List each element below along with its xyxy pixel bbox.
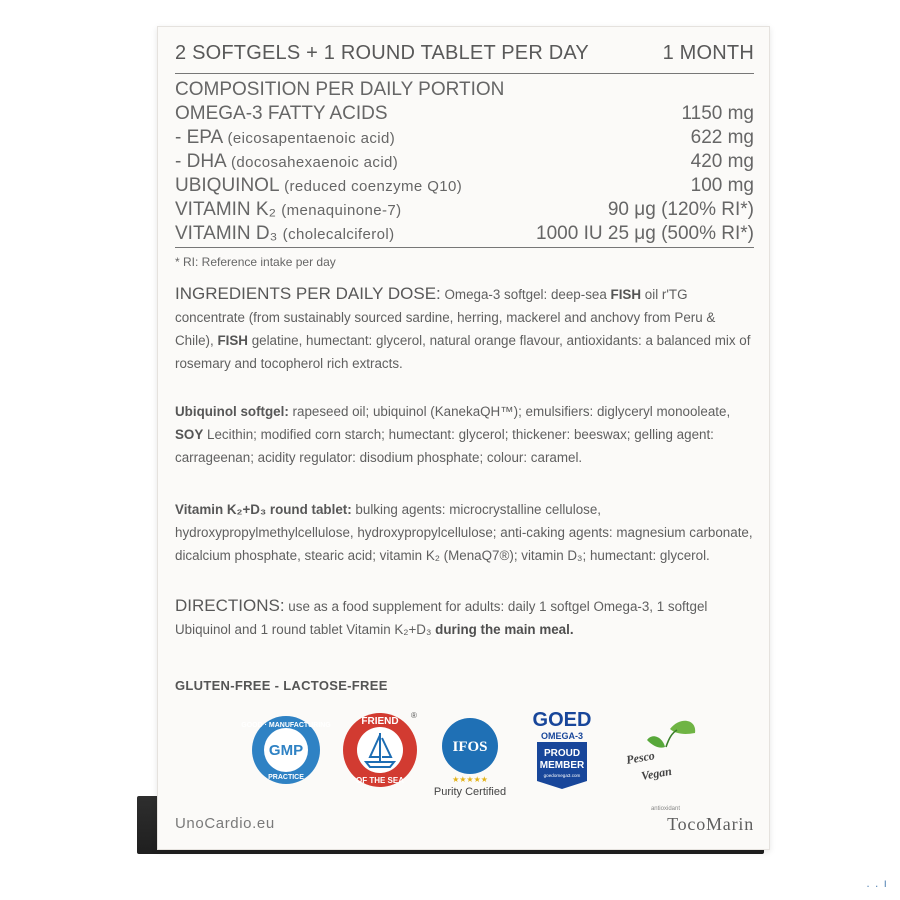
gmp-ring-top-text: GOOD · MANUFACTURING: [241, 722, 331, 729]
directions-emphasis: during the main meal.: [435, 622, 574, 637]
gmp-center-text: GMP: [268, 742, 304, 759]
directions-heading: DIRECTIONS:: [175, 596, 285, 615]
omega-intro: Omega-3 softgel: deep-sea: [444, 287, 607, 302]
nutrient-value: 622 mg: [690, 127, 754, 148]
gmp-logo: [241, 713, 331, 787]
nutrient-qualifier: (reduced coenzyme Q10): [284, 178, 463, 195]
nutrient-qualifier: (menaquinone-7): [281, 202, 402, 219]
ubiquinol-paragraph: [175, 400, 756, 469]
goed-mark: GOED: [532, 709, 592, 731]
ubiquinol-heading: Ubiquinol softgel:: [175, 404, 289, 419]
fos-bottom-text: OF THE SEA: [355, 776, 405, 785]
ifos-caption: Purity Certified: [433, 786, 507, 798]
nutrient-name: OMEGA-3 FATTY ACIDS: [175, 103, 388, 124]
reference-intake-note: * RI: Reference intake per day: [175, 255, 336, 269]
directions-text: use as a food supplement for adults: daily 1 softgel Omega-3, 1 softgel Ubiquinol and 1 round tablet Vitamin K₂+D₃: [175, 599, 708, 637]
nutrient-qualifier: (docosahexaenoic acid): [230, 154, 399, 171]
vitamin-text: bulking agents: microcrystalline cellulose, hydroxypropylmethylcellulose, hydroxypropylcellulose; anti-caking agents: magnesium carbonate, dicalcium phosphate, stearic acid; vitamin K₂ (MenaQ7®); vitamin D₃; humectant: glycerol.: [175, 502, 753, 563]
nutrient-value: 100 mg: [690, 175, 754, 196]
header-divider: [175, 73, 754, 74]
nutrient-name: - EPA: [175, 127, 223, 148]
dosage-header: [175, 42, 754, 65]
composition-row: [175, 198, 754, 222]
goed-logo: [531, 709, 593, 791]
gmp-ring-bottom-text: PRACTICE: [268, 774, 304, 781]
omega-text: oil r'TG concentrate (from sustainably sourced sardine, herring, mackerel and anchovy from Peru & Chile),: [175, 287, 716, 348]
stem-icon: [666, 730, 677, 747]
product-label: [157, 26, 770, 850]
allergen-soy: SOY: [175, 427, 204, 442]
vitamin-heading: Vitamin K₂+D₃ round tablet:: [175, 502, 352, 517]
nutrient-name: VITAMIN D₃: [175, 223, 278, 244]
goed-line-1: OMEGA-3: [540, 731, 584, 741]
directions-paragraph: [175, 594, 756, 641]
pesco-vegan-logo: [615, 716, 701, 790]
supply-duration: 1 MONTH: [662, 42, 754, 64]
free-from-claims: GLUTEN-FREE - LACTOSE-FREE: [175, 678, 388, 693]
goed-url: goedomega3.com: [543, 773, 581, 778]
composition-title-row: [175, 78, 754, 102]
nutrient-name: VITAMIN K₂: [175, 199, 276, 220]
brand-tagline: antioxidant: [650, 806, 680, 812]
nutrient-value: 1000 IU 25 μg (500% RI*): [536, 223, 754, 244]
ubiquinol-text: rapeseed oil; ubiquinol (KanekaQH™); emulsifiers: diglyceryl monooleate,: [292, 404, 731, 419]
corner-mark: . . ı: [866, 876, 888, 890]
composition-row: [175, 150, 754, 174]
composition-row: [175, 222, 754, 246]
brand-name: TocoMarin: [667, 814, 754, 834]
website-url: UnoCardio.eu: [175, 815, 275, 832]
fos-top-text: FRIEND: [361, 716, 399, 727]
nutrient-value: 90 μg (120% RI*): [607, 199, 754, 220]
composition-row: [175, 102, 754, 126]
allergen-fish: FISH: [610, 287, 642, 302]
ifos-stars: ★★★★★: [452, 775, 488, 784]
vegan-text: Vegan: [640, 763, 673, 783]
daily-dose: 2 SOFTGELS + 1 ROUND TABLET PER DAY: [175, 42, 589, 64]
ingredients-paragraph: [175, 282, 756, 375]
ifos-logo: [427, 716, 523, 800]
certification-logos: [241, 708, 719, 808]
friend-of-the-sea-logo: [341, 708, 423, 790]
pesco-text: Pesco: [625, 748, 656, 767]
composition-title: COMPOSITION PER DAILY PORTION: [175, 79, 505, 100]
omega-text: gelatine, humectant: glycerol, natural orange flavour, antioxidants: a balanced mix of rosemary and tocopherol rich extracts.: [175, 333, 751, 371]
vitamin-paragraph: [175, 498, 756, 567]
ifos-mark: IFOS: [452, 739, 488, 755]
composition-divider: [175, 247, 754, 248]
ubiquinol-text: Lecithin; modified corn starch; humectant: glycerol; thickener: beeswax; gelling agent: carrageenan; acidity regulator: disodium phosphate; colour: caramel.: [175, 427, 714, 465]
nutrient-qualifier: (cholecalciferol): [282, 226, 395, 243]
nutrient-name: - DHA: [175, 151, 226, 172]
composition-table: [175, 78, 754, 246]
nutrient-qualifier: (eicosapentaenoic acid): [227, 130, 396, 147]
nutrient-value: 1150 mg: [681, 103, 754, 124]
registered-mark: ®: [411, 711, 417, 720]
ingredients-heading: INGREDIENTS PER DAILY DOSE:: [175, 284, 441, 303]
nutrient-name: UBIQUINOL: [175, 175, 279, 196]
composition-row: [175, 126, 754, 150]
goed-line-3: MEMBER: [539, 760, 585, 771]
composition-row: [175, 174, 754, 198]
goed-line-2: PROUD: [543, 748, 581, 759]
brand-mark: [650, 806, 754, 835]
nutrient-value: 420 mg: [690, 151, 754, 172]
allergen-fish: FISH: [217, 333, 248, 348]
leaf-icon: [647, 736, 665, 747]
